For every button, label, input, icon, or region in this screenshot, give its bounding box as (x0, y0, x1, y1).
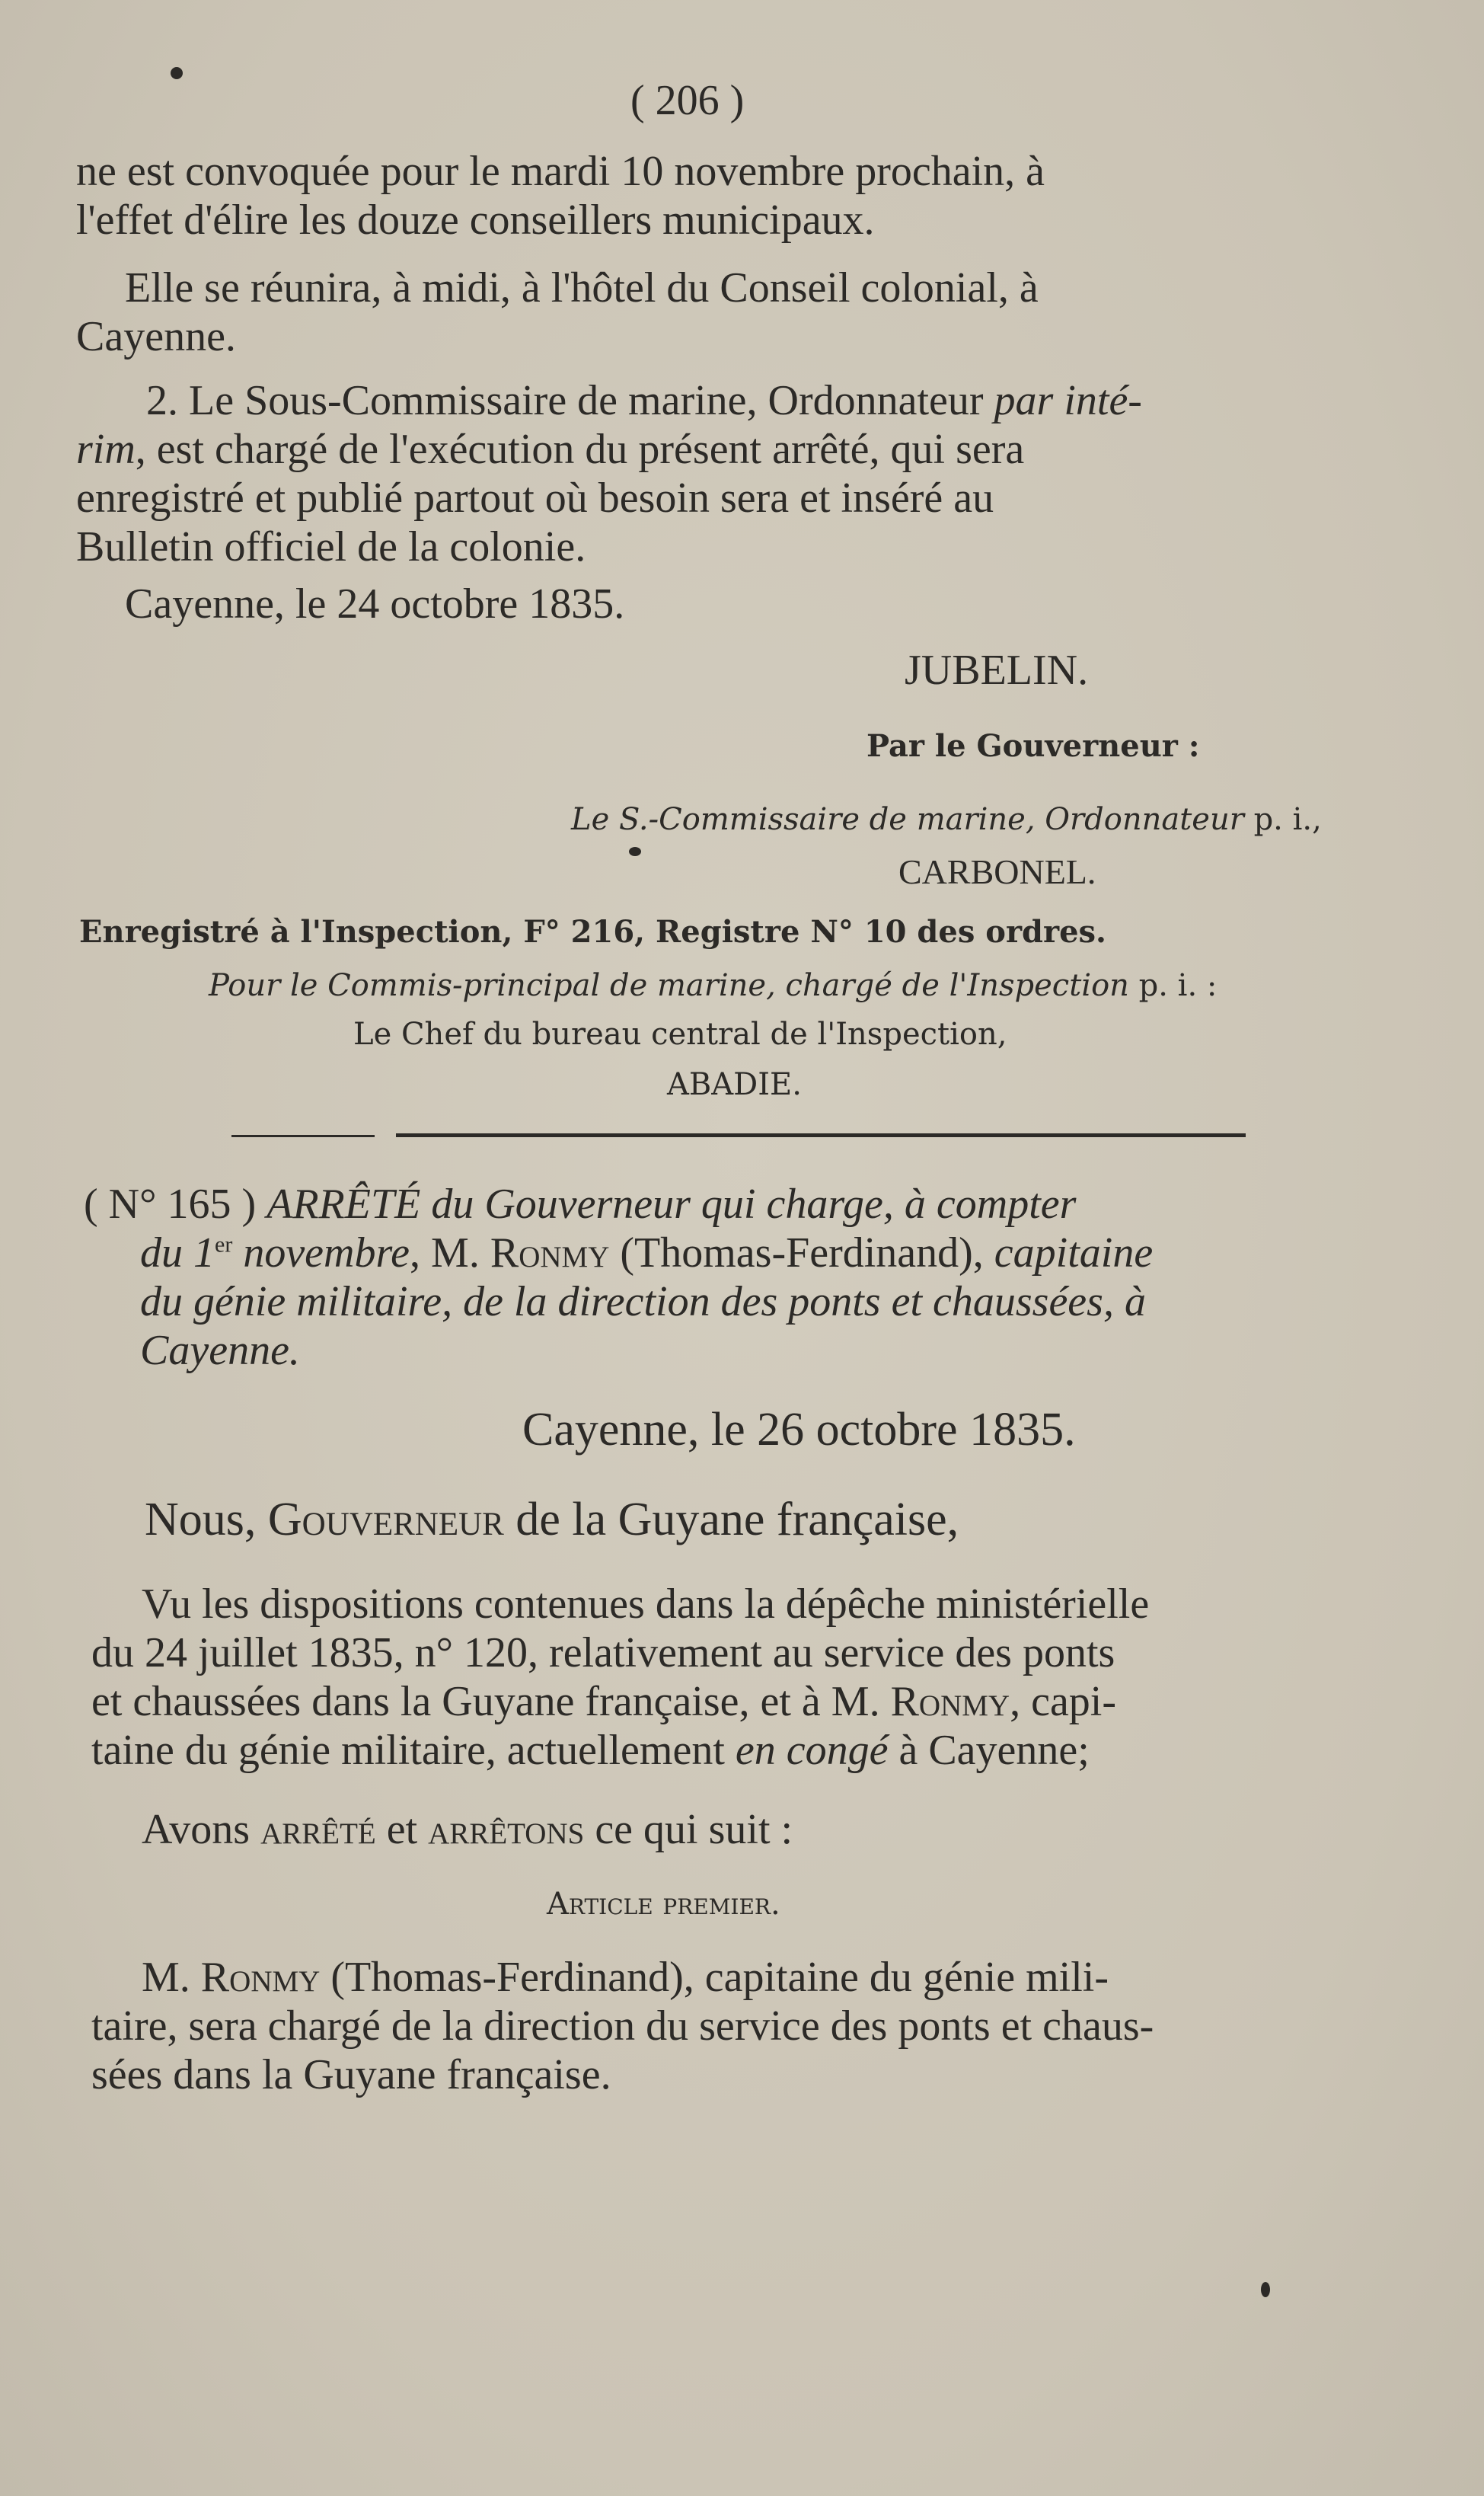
text-line (142, 1956, 1109, 1999)
text-line: l'effet d'élire les douze conseillers municipaux. (76, 197, 875, 244)
text-line: enregistré et publié partout où besoin sera et inséré au (76, 475, 994, 522)
italic-span: Pour le Commis-principal de marine, chargé de l'Inspection (209, 968, 1129, 1003)
text-line: Vu les dispositions contenues dans la dépêche ministérielle (142, 1580, 1150, 1628)
par-le-gouverneur: Par le Gouverneur : (866, 728, 1200, 764)
avons-line (142, 1808, 793, 1851)
italic-span: par inté- (994, 377, 1142, 424)
text-line: Cayenne. (76, 313, 236, 360)
dateline: Cayenne, le 26 octobre 1835. (522, 1404, 1076, 1456)
text-span: p. i. : (1128, 968, 1218, 1003)
text-span: , est chargé de l'exécution du présent arrêté, qui sera (135, 426, 1025, 473)
ink-speck (171, 67, 183, 79)
arrete-title: ARRÊTÉ du Gouverneur qui charge, à compter (266, 1181, 1077, 1228)
text-line: sées dans la Guyane française. (91, 2051, 611, 2098)
text-span: M. (142, 1954, 201, 2001)
text-span: , capi- (1010, 1678, 1117, 1725)
text-line: Bulletin officiel de la colonie. (76, 523, 586, 570)
article-heading: Article premier. (547, 1887, 780, 1922)
text-span: Avons (142, 1806, 261, 1853)
separator-rule-left (231, 1135, 375, 1137)
name-ronmy: Ronmy (890, 1678, 1010, 1725)
italic-span: novembre (232, 1229, 410, 1277)
text-span: et (375, 1806, 429, 1853)
text-span: (Thomas-Ferdinand), (609, 1229, 994, 1277)
page-number: ( 206 ) (630, 77, 745, 124)
signature-jubelin: JUBELIN. (905, 647, 1089, 694)
signature-carbonel: CARBONEL. (898, 852, 1096, 891)
italic-span: Le S.-Commissaire de marine, Ordonnateur (571, 802, 1244, 837)
separator-rule-main (396, 1133, 1246, 1137)
text-span: et chaussées dans la Guyane française, et à M. (91, 1678, 891, 1725)
text-span: , M. (410, 1229, 490, 1277)
arrete-heading-line: Cayenne. (140, 1327, 300, 1374)
sub-commissaire-title (571, 804, 1322, 835)
text-line (91, 1729, 1090, 1772)
text-span: ce qui suit : (584, 1806, 793, 1853)
dateline: Cayenne, le 24 octobre 1835. (125, 580, 625, 628)
inspection-line (209, 970, 1217, 1001)
text-span: 2. Le Sous-Commissaire de marine, Ordonnateur (146, 377, 994, 424)
inspection-chef-line: Le Chef du bureau central de l'Inspection, (353, 1017, 1007, 1052)
text-span: Nous, (145, 1494, 268, 1545)
text-span: de la Guyane française, (503, 1494, 959, 1545)
text-line (76, 428, 1024, 471)
signature-abadie: ABADIE. (667, 1067, 802, 1102)
text-line: taire, sera chargé de la direction du service des ponts et chaus- (91, 2002, 1154, 2050)
ink-speck (629, 847, 641, 856)
superscript: er (215, 1232, 233, 1258)
arrete-heading-line: du génie militaire, de la direction des ponts et chaussées, à (140, 1278, 1146, 1325)
small-caps-span: Gouverneur (267, 1494, 504, 1545)
arrete-number: ( N° 165 ) (84, 1181, 267, 1228)
name-ronmy: Ronmy (490, 1229, 610, 1277)
arrete-heading-line (84, 1183, 1076, 1226)
small-caps-span: arrêté (260, 1806, 376, 1853)
text-span: ne est convoquée pour le mardi 10 novembre prochain, à (76, 148, 1045, 195)
text-span: (Thomas-Ferdinand), capitaine du génie mili- (320, 1954, 1109, 2001)
text-line (91, 1680, 1116, 1723)
name-ronmy: Ronmy (200, 1954, 321, 2001)
text-line (146, 379, 1142, 422)
arrete-heading-line (140, 1229, 1154, 1277)
text-line: Elle se réunira, à midi, à l'hôtel du Conseil colonial, à (125, 264, 1039, 312)
ink-speck (1261, 2282, 1270, 2297)
italic-span: du 1 (140, 1229, 215, 1277)
enregistre-line: Enregistré à l'Inspection, F° 216, Registre N° 10 des ordres. (79, 914, 1106, 950)
text-span: à Cayenne; (888, 1727, 1090, 1774)
small-caps-span: arrêtons (428, 1806, 585, 1853)
text-line (76, 150, 1378, 193)
text-span: p. i., (1243, 802, 1322, 837)
italic-span: rim (76, 426, 136, 473)
italic-span: capitaine (994, 1229, 1154, 1277)
text-span: taine du génie militaire, actuellement (91, 1727, 736, 1774)
nous-gouverneur-line (145, 1496, 959, 1543)
italic-span: en congé (735, 1727, 889, 1774)
text-line: du 24 juillet 1835, n° 120, relativement au service des ponts (91, 1629, 1115, 1676)
